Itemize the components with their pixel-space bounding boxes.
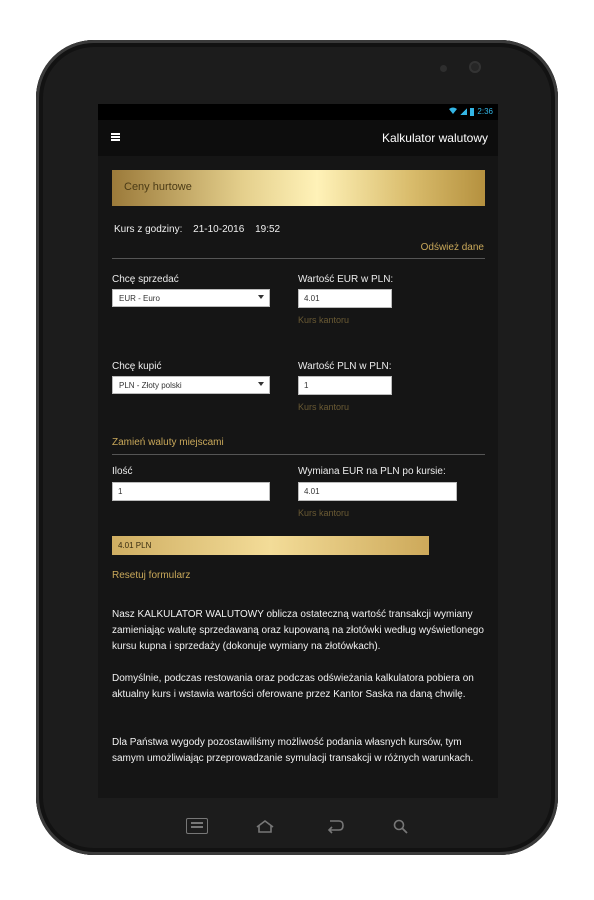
status-icons xyxy=(449,107,493,116)
hamburger-icon[interactable] xyxy=(111,133,120,141)
divider xyxy=(112,258,485,259)
exchange-rate-input[interactable]: 4.01 xyxy=(298,482,457,501)
status-time: 2:36 xyxy=(477,107,493,116)
front-camera xyxy=(469,61,481,73)
sell-value-label: Wartość EUR w PLN: xyxy=(298,274,394,285)
result-display: 4.01 PLN xyxy=(112,536,429,555)
swap-currencies-link[interactable]: Zamień waluty miejscami xyxy=(112,437,224,448)
exchange-rate-hint: Kurs kantoru xyxy=(298,508,350,518)
buy-label: Chcę kupić xyxy=(112,361,162,372)
home-icon[interactable] xyxy=(254,818,276,834)
exchange-rate-label: Wymiana EUR na PLN po kursie: xyxy=(298,466,446,477)
system-nav-bar xyxy=(36,810,558,850)
page-title: Kalkulator walutowy xyxy=(381,131,488,145)
rate-date: 21-10-2016 xyxy=(193,224,245,235)
action-bar xyxy=(98,120,498,156)
rate-time: 19:52 xyxy=(255,224,281,235)
wholesale-banner[interactable]: Ceny hurtowe xyxy=(112,170,485,206)
refresh-data-link[interactable]: Odśwież dane xyxy=(420,242,484,253)
buy-currency-value: PLN - Złoty polski xyxy=(119,381,182,390)
buy-currency-select[interactable] xyxy=(112,376,270,394)
sell-rate-hint: Kurs kantoru xyxy=(298,315,350,325)
sell-label: Chcę sprzedać xyxy=(112,274,179,285)
signal-icon xyxy=(460,108,467,115)
buy-rate-input[interactable]: 1 xyxy=(298,376,392,395)
rate-label: Kurs z godziny: xyxy=(114,224,183,235)
description-paragraph: Nasz KALKULATOR WALUTOWY oblicza ostateczną wartość transakcji wymiany zamieniając walutę sprzedawaną oraz kupowaną na złotówki według wyświetlonego kursu kupna i sprzedaży (dokonuje wymiany na złotówkach). xyxy=(112,609,484,652)
divider xyxy=(112,454,485,455)
buy-rate-hint: Kurs kantoru xyxy=(298,402,350,412)
app-screen xyxy=(98,104,498,798)
reset-form-link[interactable]: Resetuj formularz xyxy=(112,570,191,581)
battery-icon xyxy=(470,108,474,116)
status-bar xyxy=(98,104,498,120)
rate-timestamp xyxy=(114,224,288,235)
search-icon[interactable] xyxy=(390,818,412,834)
camera-sensor xyxy=(440,65,447,72)
buy-value-label: Wartość PLN w PLN: xyxy=(298,361,392,372)
sell-rate-input[interactable]: 4.01 xyxy=(298,289,392,308)
back-icon[interactable] xyxy=(324,818,346,834)
description-paragraph: Domyślnie, podczas restowania oraz podczas odświeżania kalkulatora pobiera on aktualny kurs i wstawia wartości oferowane przez Kantor Saska na daną chwilę. xyxy=(112,673,474,700)
sell-currency-value: EUR - Euro xyxy=(119,294,160,303)
dropdown-arrow-icon xyxy=(258,382,264,386)
sell-currency-select[interactable] xyxy=(112,289,270,307)
description-paragraph: Dla Państwa wygody pozostawiliśmy możliwość podania własnych kursów, tym samym umożliwiając przeprowadzanie symulacji transakcji w różnych warunkach. xyxy=(112,737,474,764)
quantity-label: Ilość xyxy=(112,466,133,477)
quantity-input[interactable]: 1 xyxy=(112,482,270,501)
wifi-icon xyxy=(449,107,457,116)
dropdown-arrow-icon xyxy=(258,295,264,299)
menu-icon[interactable] xyxy=(186,818,208,834)
